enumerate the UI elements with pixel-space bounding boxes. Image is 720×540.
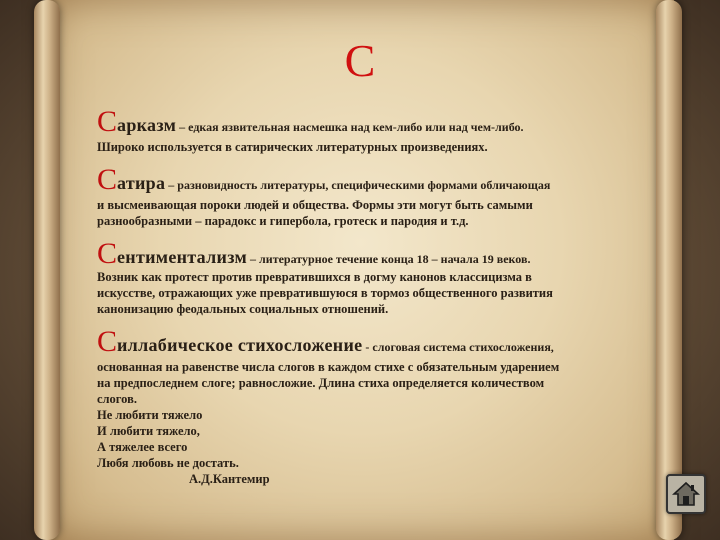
entry-line: Возник как протест против превратившихся в догму канонов классицизма в bbox=[97, 270, 532, 284]
poem-line: И любити тяжело, bbox=[97, 424, 200, 438]
entry-definition: – разновидность литературы, специфическими формами обличающая bbox=[165, 178, 551, 192]
entry-line: разнообразными – парадокс и гипербола, гротеск и пародия и т.д. bbox=[97, 214, 469, 228]
entry-satire bbox=[97, 163, 642, 229]
poem-line: А тяжелее всего bbox=[97, 440, 188, 454]
entry-sarcasm bbox=[97, 105, 642, 155]
entry-initial: С bbox=[97, 163, 118, 196]
poem-line: Не любити тяжело bbox=[97, 408, 203, 422]
entry-definition: – едкая язвительная насмешка над кем-либо или над чем-либо. bbox=[176, 120, 524, 134]
entry-sentimentalism bbox=[97, 237, 642, 317]
entry-initial: С bbox=[97, 237, 118, 270]
entry-line: и высмеивающая пороки людей и общества. Формы эти могут быть самыми bbox=[97, 198, 533, 212]
entry-initial: С bbox=[97, 105, 118, 138]
entry-line: основанная на равенстве числа слогов в каждом стихе с обязательным ударением bbox=[97, 360, 560, 374]
entry-line: слогов. bbox=[97, 392, 137, 406]
page-title-letter: С bbox=[344, 35, 376, 86]
entry-line: канонизацию феодальных социальных отношений. bbox=[97, 302, 389, 316]
entry-initial: С bbox=[97, 325, 118, 358]
poem-signature: А.Д.Кантемир bbox=[189, 472, 270, 486]
entry-syllabic-verse bbox=[97, 325, 642, 487]
home-button[interactable] bbox=[666, 474, 706, 514]
entry-term: ентиментализм bbox=[117, 247, 248, 267]
entry-definition: - слоговая система стихосложения, bbox=[362, 340, 554, 354]
entry-line: Широко используется в сатирических литературных произведениях. bbox=[97, 140, 488, 154]
entry-line: на предпоследнем слоге; равносложие. Длина стиха определяется количеством bbox=[97, 376, 545, 390]
poem-line: Любя любовь не достать. bbox=[97, 456, 239, 470]
home-icon bbox=[672, 480, 700, 508]
entry-term: арказм bbox=[117, 115, 177, 135]
entry-term: иллабическое стихосложение bbox=[117, 335, 363, 355]
entry-definition: – литературное течение конца 18 – начала 19 веков. bbox=[247, 252, 531, 266]
entry-term: атира bbox=[117, 173, 166, 193]
entry-line: искусстве, отражающих уже превратившуюся в тормоз общественного развития bbox=[97, 286, 553, 300]
